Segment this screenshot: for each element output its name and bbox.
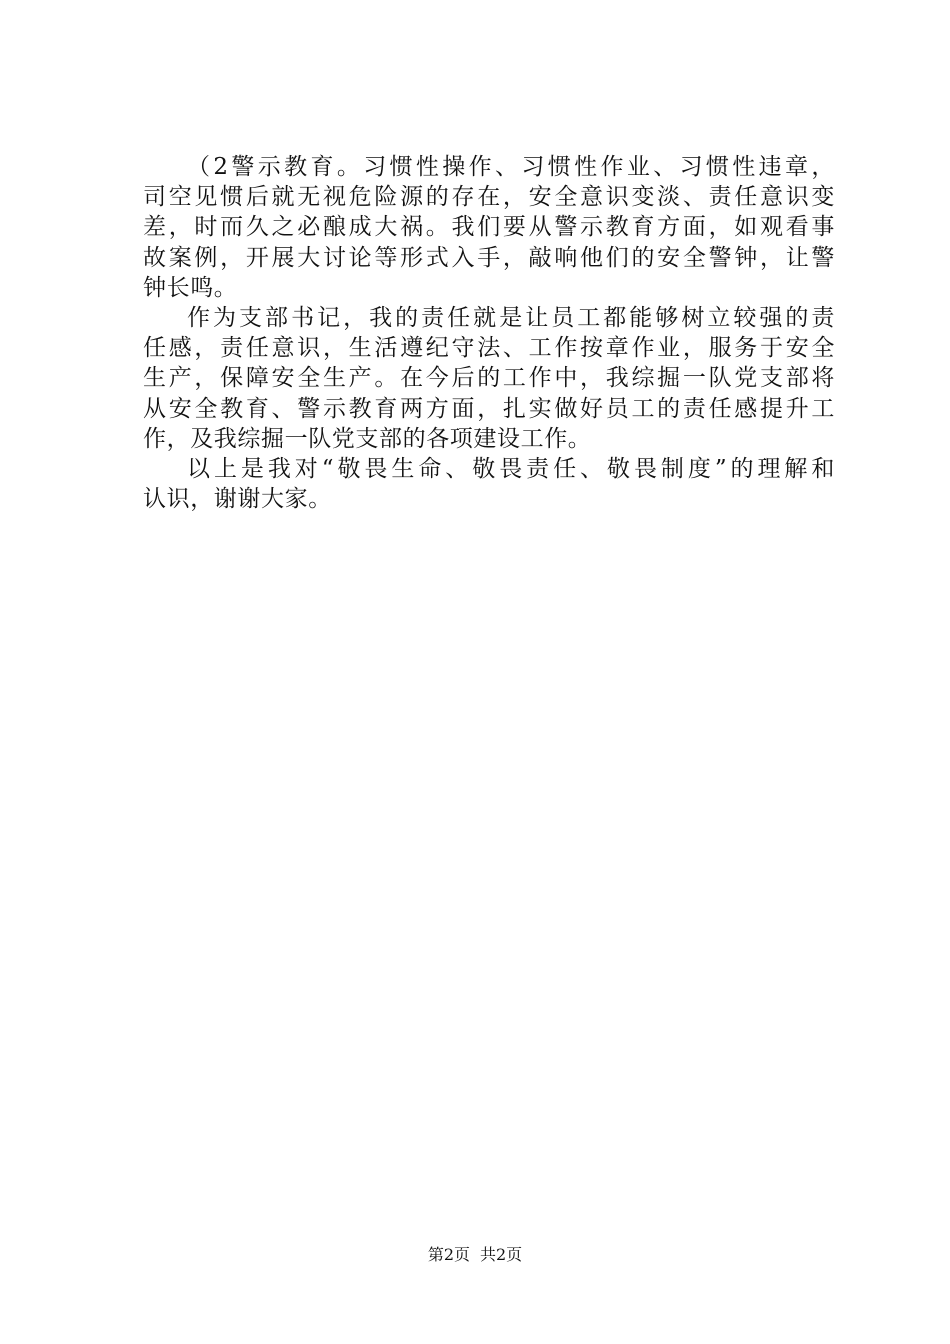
paragraph-line: 生产，保障安全生产。在今后的工作中，我综掘一队党支部将 [143,365,835,392]
paragraph-warning-education [143,152,835,303]
paragraph-line: 从安全教育、警示教育两方面，扎实做好员工的责任感提升工 [143,395,835,422]
paragraph-line: 以上是我对“敬畏生命、敬畏责任、敬畏制度”的理解和 [187,455,835,482]
page-number-current: 第2页 [427,1245,470,1264]
paragraph-line: （2警示教育。习惯性操作、习惯性作业、习惯性违章， [187,154,835,180]
paragraph-line: 差，时而久之必酿成大祸。我们要从警示教育方面，如观看事 [143,214,835,241]
paragraph-line: 钟长鸣。 [143,274,238,301]
paragraph-branch-secretary-responsibility [143,303,835,454]
paragraph-line: 作，及我综掘一队党支部的各项建设工作。 [143,425,592,452]
page-footer [0,1244,950,1266]
paragraph-line: 任感，责任意识，生活遵纪守法、工作按章作业，服务于安全 [143,335,835,362]
paragraph-line: 认识，谢谢大家。 [143,486,332,513]
paragraph-line: 司空见惯后就无视危险源的存在，安全意识变淡、责任意识变 [143,184,835,211]
document-body [143,152,835,514]
paragraph-closing-remarks [143,454,835,514]
page-number-total: 共2页 [480,1245,523,1264]
paragraph-line: 故案例，开展大讨论等形式入手，敲响他们的安全警钟，让警 [143,244,835,271]
paragraph-line: 作为支部书记，我的责任就是让员工都能够树立较强的责 [187,304,835,331]
